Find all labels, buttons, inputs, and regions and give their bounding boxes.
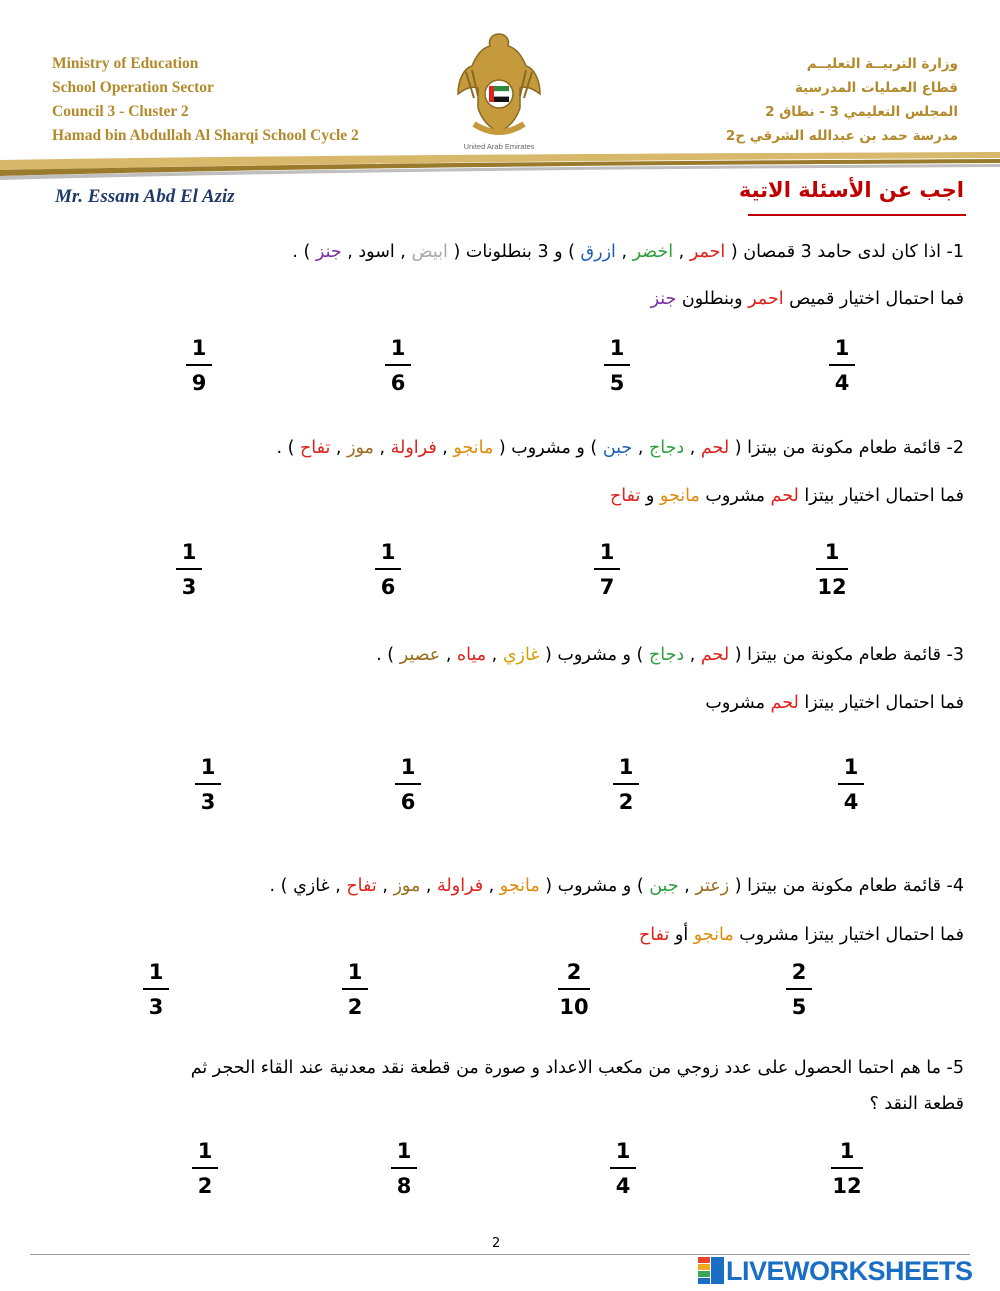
fraction-bar [594,568,620,570]
denominator: 8 [396,1174,412,1198]
highlighted-word: ازرق [580,242,616,262]
header-line: Hamad bin Abdullah Al Sharqi School Cycle 2 [52,127,359,144]
numerator: 1 [599,540,615,564]
question-4-prompt [60,925,964,945]
denominator: 6 [400,790,416,814]
numerator: 1 [181,540,197,564]
highlighted-word: ابيض [411,242,448,262]
liveworksheets-logo[interactable] [698,1256,973,1286]
answer-option[interactable] [358,538,418,601]
question-4-statement [60,876,964,896]
text-segment: , [684,645,701,665]
answer-option[interactable] [175,1137,235,1200]
answer-option[interactable] [169,334,229,397]
text-segment: , [632,438,649,458]
header-line: المجلس التعليمي 3 - نطاق 2 [765,104,958,120]
fraction-bar [610,1167,636,1169]
question-1-prompt [60,289,964,309]
text-segment: ) و مشروب ( [539,876,650,896]
text-segment: ) و 3 بنطلونات ( [447,242,581,262]
numerator: 1 [191,336,207,360]
highlighted-word: لحم [770,693,799,713]
highlighted-word: مانجو [693,925,734,945]
header-arabic-block [726,52,958,148]
denominator: 2 [347,995,363,1019]
answer-option[interactable] [577,538,637,601]
text-segment: ) . [292,242,316,262]
highlighted-word: دجاج [648,438,685,458]
denominator: 4 [843,790,859,814]
header-line: مدرسة حمد بن عبدالله الشرقي ح2 [725,128,958,144]
fraction-bar [176,568,202,570]
answer-option[interactable] [596,753,656,816]
denominator: 10 [559,995,589,1019]
question-2-prompt [60,486,964,506]
highlighted-word: لحم [700,645,730,665]
text-segment: ) و مشروب ( [539,645,649,665]
highlighted-word: مانجو [499,876,540,896]
text-segment: , [615,242,633,262]
header-line: Council 3 - Cluster 2 [52,103,189,120]
highlighted-word: احمر [748,289,784,309]
text-segment: أو [669,925,694,945]
highlighted-word: تفاح [346,876,377,896]
question-3-prompt [60,693,964,713]
highlighted-word: جنز [315,242,342,262]
text-segment: فما احتمال اختيار بيتزا مشروب [733,925,964,945]
instruction-underline [748,214,966,216]
text-segment: ) . [376,645,400,665]
numerator: 1 [843,755,859,779]
teacher-name: Mr. Essam Abd El Aziz [55,186,235,207]
answer-option[interactable] [821,753,881,816]
answer-option[interactable] [817,1137,877,1200]
numerator: 1 [618,755,634,779]
denominator: 4 [615,1174,631,1198]
header-line: قطاع العمليات المدرسية [795,80,958,96]
fraction-bar [391,1167,417,1169]
header-line: Ministry of Education [52,55,199,72]
denominator: 4 [834,371,850,395]
denominator: 6 [380,575,396,599]
emblem-caption: United Arab Emirates [463,142,535,151]
text-segment: , [684,438,701,458]
answer-option[interactable] [587,334,647,397]
highlighted-word: تفاح [609,486,641,506]
highlighted-word: فراولة [437,876,484,896]
fraction-bar [838,783,864,785]
text-segment: فما احتمال اختيار بيتزا [798,693,964,713]
highlighted-word: مياه [456,645,487,665]
highlighted-word: لحم [700,438,730,458]
numerator: 1 [609,336,625,360]
text-segment: مشروب [705,693,771,713]
highlighted-word: زعتر [695,876,730,896]
answer-option[interactable] [593,1137,653,1200]
question-5-statement [60,1058,964,1078]
highlighted-word: فراولة [390,438,437,458]
highlighted-word: مانجو [659,486,700,506]
fraction-bar [558,988,590,990]
numerator: 1 [380,540,396,564]
numerator: 1 [824,540,840,564]
question-3-statement [60,645,964,665]
fraction-bar [395,783,421,785]
fraction-bar [342,988,368,990]
denominator: 3 [200,790,216,814]
highlighted-word: مانجو [453,438,494,458]
numerator: 2 [566,960,582,984]
numerator: 1 [400,755,416,779]
text-segment: 2- قائمة طعام مكونة من بيتزا ( [729,438,964,458]
text-segment: , [330,438,348,458]
fraction-bar [192,1167,218,1169]
denominator: 5 [791,995,807,1019]
numerator: 1 [390,336,406,360]
numerator: 1 [396,1139,412,1163]
fraction-bar [195,783,221,785]
fraction-bar [385,364,411,366]
text-segment: فما احتمال اختيار بيتزا [798,486,964,506]
highlighted-word: غازي [502,645,540,665]
highlighted-word: جبن [649,876,679,896]
fraction-bar [143,988,169,990]
highlighted-word: تفاح [638,925,670,945]
answer-option[interactable] [374,1137,434,1200]
fraction-bar [831,1167,863,1169]
denominator: 6 [390,371,406,395]
question-5-prompt [60,1094,964,1114]
numerator: 1 [347,960,363,984]
answer-option[interactable] [769,958,829,1021]
text-segment: , اسود , [341,242,412,262]
brand-name: LIVEWORKSHEETS [726,1255,973,1286]
answer-option[interactable] [126,958,186,1021]
fraction-bar [786,988,812,990]
text-segment: , [420,876,438,896]
text-segment: , غازي ) . [269,876,347,896]
highlighted-word: احمر [689,242,726,262]
text-segment: فما احتمال اختيار قميص [783,289,964,309]
numerator: 1 [197,1139,213,1163]
denominator: 2 [197,1174,213,1198]
text-segment: , [436,438,454,458]
answer-option[interactable] [178,753,238,816]
text-segment: , [373,438,391,458]
denominator: 12 [817,575,847,599]
text-segment: , [376,876,394,896]
highlighted-word: اخضر [632,242,674,262]
denominator: 5 [609,371,625,395]
answer-option[interactable] [325,958,385,1021]
header-line: وزارة التربيــة التعليــم [806,56,958,72]
uae-emblem-icon [452,28,546,152]
answer-option[interactable] [378,753,438,816]
numerator: 1 [839,1139,855,1163]
page-number: 2 [492,1236,501,1251]
denominator: 9 [191,371,207,395]
text-segment: 4- قائمة طعام مكونة من بيتزا ( [729,876,964,896]
denominator: 3 [181,575,197,599]
liveworksheets-logo-icon [698,1257,724,1285]
answer-option[interactable] [368,334,428,397]
answer-option[interactable] [159,538,219,601]
instruction-title: اجب عن الأسئلة الاتية [738,178,964,202]
highlighted-word: جبن [602,438,633,458]
denominator: 12 [832,1174,862,1198]
answer-option[interactable] [812,334,872,397]
denominator: 3 [148,995,164,1019]
text-segment: و [640,486,660,506]
text-segment: 1- اذا كان لدى حامد 3 قمصان ( [725,242,964,262]
numerator: 1 [834,336,850,360]
fraction-bar [375,568,401,570]
highlighted-word: لحم [770,486,799,506]
highlighted-word: جنز [650,289,677,309]
denominator: 2 [618,790,634,814]
question-2-statement [60,438,964,458]
text-segment: وبنطلون [676,289,749,309]
fraction-bar [604,364,630,366]
numerator: 2 [791,960,807,984]
highlighted-word: موز [393,876,421,896]
fraction-bar [829,364,855,366]
header-line: School Operation Sector [52,79,214,96]
highlighted-word: عصير [399,645,441,665]
text-segment: قطعة النقد ؟ [869,1094,964,1114]
denominator: 7 [599,575,615,599]
text-segment: , [673,242,690,262]
fraction-bar [613,783,639,785]
numerator: 1 [615,1139,631,1163]
answer-option[interactable] [802,538,862,601]
highlighted-word: موز [347,438,374,458]
fraction-bar [186,364,212,366]
header-english-block [52,52,359,148]
text-segment: 3- قائمة طعام مكونة من بيتزا ( [729,645,964,665]
text-segment: , [483,876,500,896]
text-segment: ) و مشروب ( [493,438,603,458]
text-segment: , [678,876,696,896]
text-segment: 5- ما هم احتما الحصول على عدد زوجي من مكعب الاعداد و صورة من قطعة نقد معدنية عند القاء الحجر ثم [190,1058,964,1078]
numerator: 1 [148,960,164,984]
text-segment: , [440,645,457,665]
fraction-bar [816,568,848,570]
text-segment: مشروب [699,486,771,506]
text-segment: , [486,645,503,665]
numerator: 1 [200,755,216,779]
highlighted-word: تفاح [300,438,331,458]
question-1-statement [60,242,964,262]
text-segment: ) . [276,438,300,458]
highlighted-word: دجاج [648,645,685,665]
answer-option[interactable] [544,958,604,1021]
